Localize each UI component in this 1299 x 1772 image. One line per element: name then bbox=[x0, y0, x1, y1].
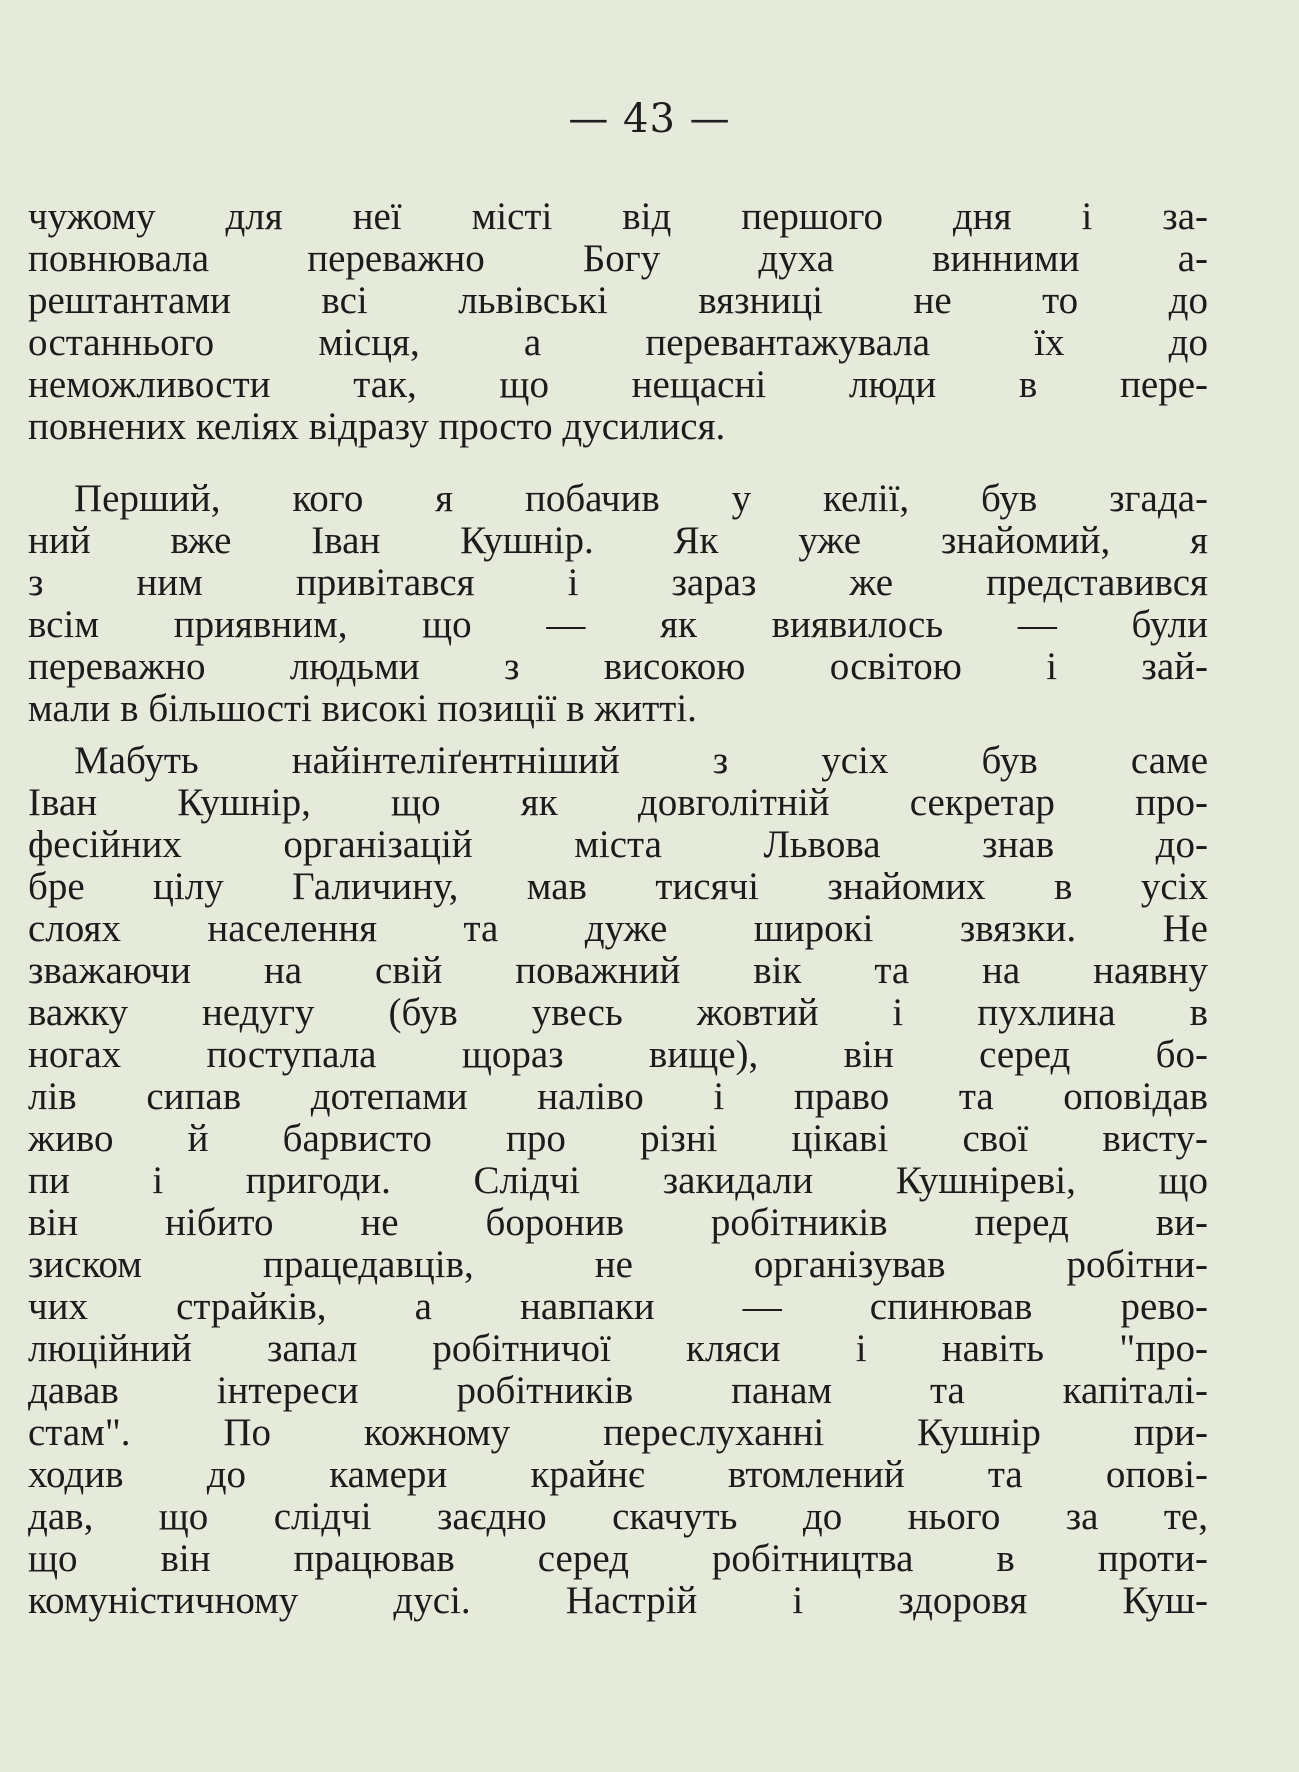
text-line: дав, що слідчі заєдно скачуть до нього за те, bbox=[28, 1496, 1208, 1538]
text-line: Перший, кого я побачив у келії, був згада- bbox=[74, 478, 1208, 520]
text-line: слоях населення та дуже широкі звязки. Не bbox=[28, 908, 1208, 950]
text-line: фесійних організацій міста Львова знав до- bbox=[28, 824, 1208, 866]
text-line: Мабуть найінтеліґентніший з усіх був саме bbox=[74, 740, 1208, 782]
text-line: що він працював серед робітництва в проти- bbox=[28, 1538, 1208, 1580]
paragraph-2 bbox=[28, 478, 1208, 730]
text-line: ний вже Іван Кушнір. Як уже знайомий, я bbox=[28, 520, 1208, 562]
text-line: останнього місця, а перевантажувала їх до bbox=[28, 322, 1208, 364]
text-line: мали в більшості високі позиції в житті. bbox=[28, 688, 697, 730]
text-line: повнених келіях відразу просто дусилися. bbox=[28, 406, 726, 448]
text-line: повнювала переважно Богу духа винними а- bbox=[28, 238, 1208, 280]
text-line: він нібито не боронив робітників перед ви- bbox=[28, 1202, 1208, 1244]
text-line: рештантами всі львівські вязниці не то до bbox=[28, 280, 1208, 322]
text-line: зважаючи на свій поважний вік та на наявну bbox=[28, 950, 1208, 992]
text-line: чих страйків, а навпаки — спинював рево- bbox=[28, 1286, 1208, 1328]
text-line: люційний запал робітничої кляси і навіть "про- bbox=[28, 1328, 1208, 1370]
text-line: переважно людьми з високою освітою і зай- bbox=[28, 646, 1208, 688]
text-line: живо й барвисто про різні цікаві свої висту- bbox=[28, 1118, 1208, 1160]
text-line: комуністичному дусі. Настрій і здоровя Куш- bbox=[28, 1580, 1208, 1622]
text-line: бре цілу Галичину, мав тисячі знайомих в усіх bbox=[28, 866, 1208, 908]
page-number: — 43 — bbox=[568, 96, 731, 142]
text-line: ходив до камери крайнє втомлений та опові- bbox=[28, 1454, 1208, 1496]
text-line: пи і пригоди. Слідчі закидали Кушніреві, що bbox=[28, 1160, 1208, 1202]
text-line: лів сипав дотепами наліво і право та оповідав bbox=[28, 1076, 1208, 1118]
paragraph-1 bbox=[28, 196, 1208, 448]
text-line: давав інтереси робітників панам та капіталі- bbox=[28, 1370, 1208, 1412]
text-line: стам". По кожному переслуханні Кушнір при- bbox=[28, 1412, 1208, 1454]
text-line: неможливости так, що нещасні люди в пере- bbox=[28, 364, 1208, 406]
paragraph-3 bbox=[28, 740, 1208, 1622]
text-line: Іван Кушнір, що як довголітній секретар про- bbox=[28, 782, 1208, 824]
text-line: важку недугу (був увесь жовтий і пухлина в bbox=[28, 992, 1208, 1034]
text-line: чужому для неї місті від першого дня і за- bbox=[28, 196, 1208, 238]
text-line: з ним привітався і зараз же представився bbox=[28, 562, 1208, 604]
text-line: ногах поступала щораз вище), він серед бо- bbox=[28, 1034, 1208, 1076]
text-line: всім приявним, що — як виявилось — були bbox=[28, 604, 1208, 646]
text-line: зиском працедавців, не організував робітни- bbox=[28, 1244, 1208, 1286]
